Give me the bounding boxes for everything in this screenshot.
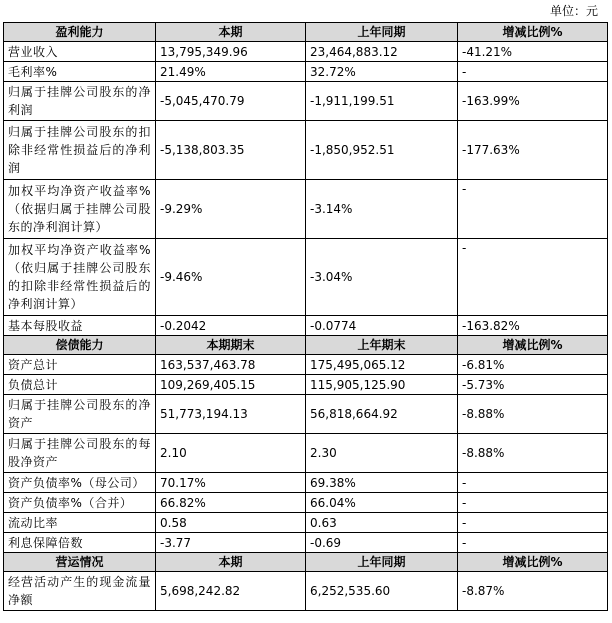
- row-label: 资产总计: [4, 355, 156, 375]
- financial-indicators-table: [3, 22, 608, 611]
- header-current: 本期: [156, 23, 306, 42]
- table-row: [4, 180, 608, 239]
- prior-value: -0.0774: [306, 316, 458, 336]
- change-value: -: [458, 239, 608, 316]
- table-row: [4, 493, 608, 513]
- table-row: [4, 121, 608, 180]
- current-value: 51,773,194.13: [156, 395, 306, 434]
- unit-label: 单位：元: [549, 4, 598, 18]
- table-row: [4, 434, 608, 473]
- row-label: 营业收入: [4, 42, 156, 62]
- current-value: -0.2042: [156, 316, 306, 336]
- current-value: 5,698,242.82: [156, 572, 306, 611]
- prior-value: 56,818,664.92: [306, 395, 458, 434]
- current-value: 0.58: [156, 513, 306, 533]
- current-value: 2.10: [156, 434, 306, 473]
- change-value: -8.87%: [458, 572, 608, 611]
- section-header-profitability: [4, 23, 608, 42]
- table-row: [4, 473, 608, 493]
- change-value: -: [458, 533, 608, 553]
- table-row: [4, 533, 608, 553]
- section-header-solvency: [4, 336, 608, 355]
- header-category: 偿债能力: [4, 336, 156, 355]
- row-label: 归属于挂牌公司股东的扣除非经常性损益后的净利润: [4, 121, 156, 180]
- change-value: -: [458, 493, 608, 513]
- row-label: 流动比率: [4, 513, 156, 533]
- current-value: -9.46%: [156, 239, 306, 316]
- prior-value: -0.69: [306, 533, 458, 553]
- change-value: -: [458, 473, 608, 493]
- change-value: -8.88%: [458, 434, 608, 473]
- row-label: 归属于挂牌公司股东的净利润: [4, 82, 156, 121]
- prior-value: -3.14%: [306, 180, 458, 239]
- row-label: 经营活动产生的现金流量净额: [4, 572, 156, 611]
- current-value: -3.77: [156, 533, 306, 553]
- table-row: [4, 62, 608, 82]
- prior-value: -1,911,199.51: [306, 82, 458, 121]
- change-value: -163.99%: [458, 82, 608, 121]
- current-value: -5,045,470.79: [156, 82, 306, 121]
- row-label: 基本每股收益: [4, 316, 156, 336]
- change-value: -6.81%: [458, 355, 608, 375]
- change-value: -41.21%: [458, 42, 608, 62]
- change-value: -177.63%: [458, 121, 608, 180]
- section-header-operations: [4, 553, 608, 572]
- prior-value: 6,252,535.60: [306, 572, 458, 611]
- row-label: 加权平均净资产收益率%（依据归属于挂牌公司股东的净利润计算）: [4, 180, 156, 239]
- header-change: 增减比例%: [458, 553, 608, 572]
- row-label: 负债总计: [4, 375, 156, 395]
- current-value: 66.82%: [156, 493, 306, 513]
- current-value: 21.49%: [156, 62, 306, 82]
- table-row: [4, 395, 608, 434]
- prior-value: 115,905,125.90: [306, 375, 458, 395]
- table-row: [4, 375, 608, 395]
- table-row: [4, 82, 608, 121]
- prior-value: -3.04%: [306, 239, 458, 316]
- row-label: 加权平均净资产收益率%（依归属于挂牌公司股东的扣除非经常性损益后的净利润计算）: [4, 239, 156, 316]
- header-current: 本期期末: [156, 336, 306, 355]
- prior-value: 32.72%: [306, 62, 458, 82]
- current-value: -9.29%: [156, 180, 306, 239]
- change-value: -: [458, 513, 608, 533]
- change-value: -5.73%: [458, 375, 608, 395]
- prior-value: 2.30: [306, 434, 458, 473]
- prior-value: 66.04%: [306, 493, 458, 513]
- prior-value: -1,850,952.51: [306, 121, 458, 180]
- header-prior: 上年同期: [306, 553, 458, 572]
- current-value: 70.17%: [156, 473, 306, 493]
- change-value: -: [458, 180, 608, 239]
- row-label: 资产负债率%（合并）: [4, 493, 156, 513]
- table-row: [4, 316, 608, 336]
- row-label: 毛利率%: [4, 62, 156, 82]
- change-value: -: [458, 62, 608, 82]
- row-label: 利息保障倍数: [4, 533, 156, 553]
- prior-value: 69.38%: [306, 473, 458, 493]
- header-prior: 上年同期: [306, 23, 458, 42]
- table-row: [4, 42, 608, 62]
- prior-value: 175,495,065.12: [306, 355, 458, 375]
- row-label: 归属于挂牌公司股东的每股净资产: [4, 434, 156, 473]
- header-prior: 上年期末: [306, 336, 458, 355]
- change-value: -8.88%: [458, 395, 608, 434]
- table-row: [4, 513, 608, 533]
- row-label: 归属于挂牌公司股东的净资产: [4, 395, 156, 434]
- table-row: [4, 239, 608, 316]
- header-current: 本期: [156, 553, 306, 572]
- prior-value: 0.63: [306, 513, 458, 533]
- header-change: 增减比例%: [458, 336, 608, 355]
- current-value: 163,537,463.78: [156, 355, 306, 375]
- current-value: 109,269,405.15: [156, 375, 306, 395]
- change-value: -163.82%: [458, 316, 608, 336]
- table-row: [4, 355, 608, 375]
- row-label: 资产负债率%（母公司）: [4, 473, 156, 493]
- current-value: -5,138,803.35: [156, 121, 306, 180]
- current-value: 13,795,349.96: [156, 42, 306, 62]
- header-change: 增减比例%: [458, 23, 608, 42]
- prior-value: 23,464,883.12: [306, 42, 458, 62]
- header-category: 营运情况: [4, 553, 156, 572]
- table-row: [4, 572, 608, 611]
- header-category: 盈利能力: [4, 23, 156, 42]
